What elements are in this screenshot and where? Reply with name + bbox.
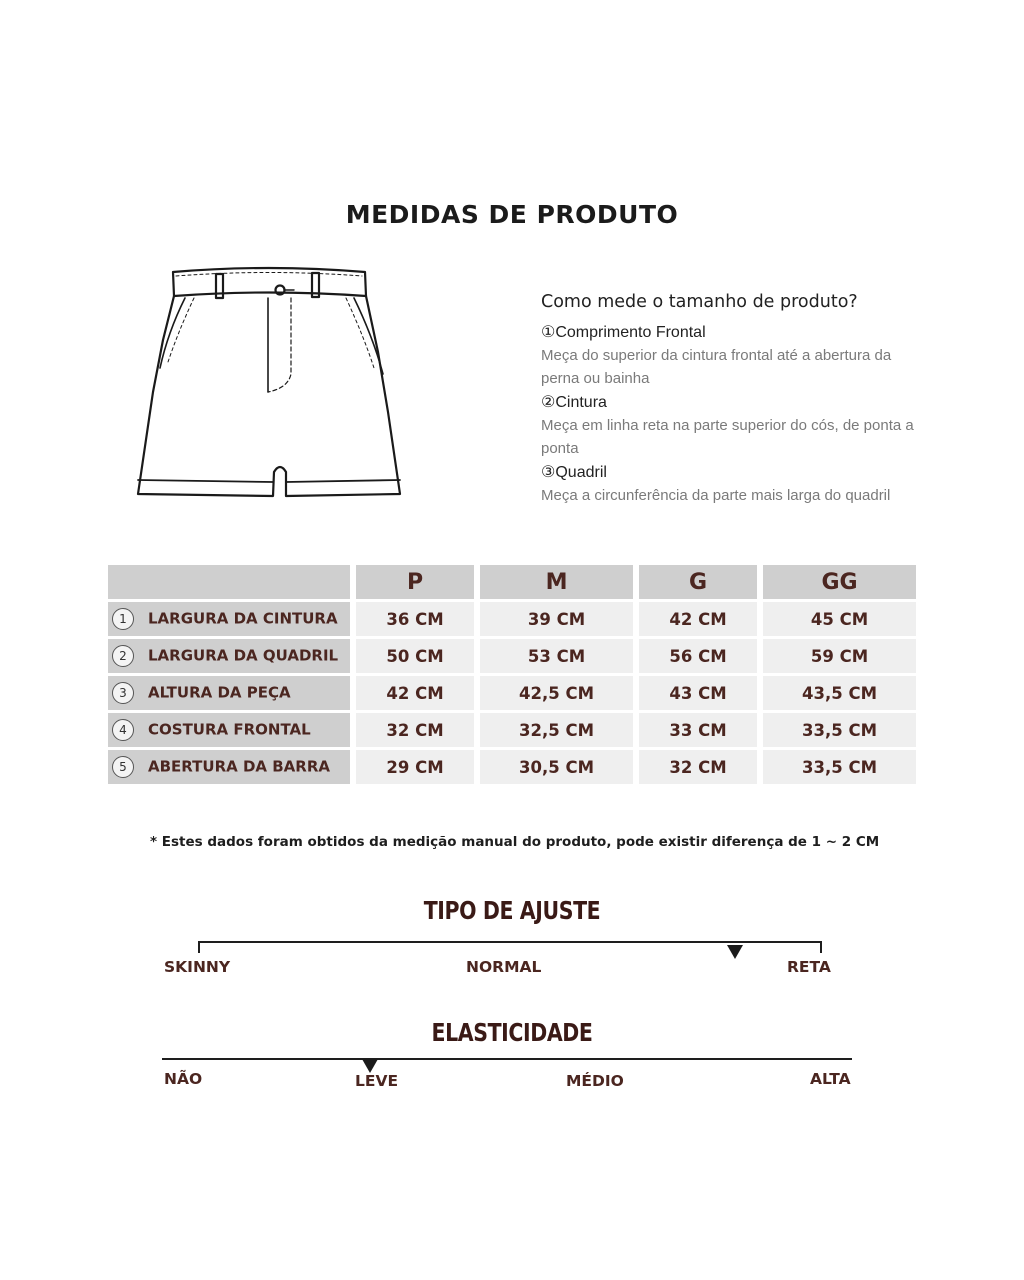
elasticity-label-alta: ALTA — [810, 1070, 851, 1088]
size-header-row — [108, 565, 916, 599]
table-cell: 39 CM — [474, 602, 633, 636]
guide-heading-front-length: ①Comprimento Frontal — [541, 324, 706, 341]
row-label — [108, 713, 350, 747]
guide-description-hip: Meça a circunferência da parte mais larga do quadril — [541, 487, 891, 504]
table-cell: 32 CM — [350, 713, 474, 747]
row-label-text: LARGURA DA CINTURA — [148, 609, 338, 628]
row-number-badge: 2 — [112, 645, 134, 667]
guide-description-waist: Meça em linha reta na parte superior do cós, de ponta a ponta — [541, 417, 914, 457]
elasticity-scale-title: ELASTICIDADE — [431, 1018, 593, 1047]
table-cell: 59 CM — [757, 639, 916, 673]
size-header-m: M — [474, 565, 633, 599]
row-label — [108, 750, 350, 784]
table-cell: 43 CM — [633, 676, 757, 710]
table-cell: 33,5 CM — [757, 713, 916, 747]
table-row — [108, 713, 916, 747]
table-row — [108, 676, 916, 710]
elasticity-marker-icon — [362, 1059, 378, 1073]
row-label — [108, 639, 350, 673]
table-cell: 50 CM — [350, 639, 474, 673]
fit-scale-title: TIPO DE AJUSTE — [423, 896, 601, 925]
table-row — [108, 602, 916, 636]
fit-label-skinny: SKINNY — [164, 958, 231, 976]
elasticity-label-nao: NÃO — [164, 1070, 203, 1088]
table-cell: 45 CM — [757, 602, 916, 636]
row-label — [108, 676, 350, 710]
elasticity-label-medio: MÉDIO — [566, 1072, 624, 1090]
row-label-text: ALTURA DA PEÇA — [148, 683, 291, 702]
page-title: MEDIDAS DE PRODUTO — [345, 200, 679, 229]
guide-question: Como mede o tamanho de produto? — [541, 292, 858, 312]
table-row — [108, 750, 916, 784]
size-header-p: P — [350, 565, 474, 599]
table-cell: 29 CM — [350, 750, 474, 784]
table-cell: 30,5 CM — [474, 750, 633, 784]
table-cell: 43,5 CM — [757, 676, 916, 710]
table-row — [108, 639, 916, 673]
measurement-guide — [541, 292, 921, 509]
guide-description-front-length: Meça do superior da cintura frontal até a abertura da perna ou bainha — [541, 347, 892, 387]
row-number-badge: 4 — [112, 719, 134, 741]
fit-scale-marker-icon — [727, 945, 743, 959]
table-cell: 53 CM — [474, 639, 633, 673]
table-cell: 42 CM — [350, 676, 474, 710]
elasticity-scale-line — [162, 1058, 852, 1060]
table-cell: 42 CM — [633, 602, 757, 636]
row-number-badge: 3 — [112, 682, 134, 704]
row-label-text: ABERTURA DA BARRA — [148, 757, 330, 776]
shorts-illustration — [128, 262, 408, 512]
size-table — [108, 562, 916, 787]
fit-label-normal: NORMAL — [466, 958, 542, 976]
fit-label-reta: RETA — [787, 958, 831, 976]
table-cell: 56 CM — [633, 639, 757, 673]
row-label-text: LARGURA DA QUADRIL — [148, 646, 339, 665]
header-blank-cell — [108, 565, 350, 599]
table-cell: 32 CM — [633, 750, 757, 784]
size-header-g: G — [633, 565, 757, 599]
elasticity-label-leve: LEVE — [355, 1072, 399, 1090]
row-label — [108, 602, 350, 636]
guide-heading-hip: ③Quadril — [541, 464, 607, 481]
measurement-note: * Estes dados foram obtidos da medição manual do produto, pode existir diferença de 1 ~ 2 CM — [150, 834, 880, 850]
table-cell: 33 CM — [633, 713, 757, 747]
table-cell: 42,5 CM — [474, 676, 633, 710]
guide-heading-waist: ②Cintura — [541, 394, 607, 411]
row-number-badge: 1 — [112, 608, 134, 630]
row-number-badge: 5 — [112, 756, 134, 778]
row-label-text: COSTURA FRONTAL — [148, 720, 311, 739]
fit-scale-tick-right — [820, 941, 822, 953]
table-cell: 32,5 CM — [474, 713, 633, 747]
table-cell: 33,5 CM — [757, 750, 916, 784]
fit-scale-tick-left — [198, 941, 200, 953]
size-header-gg: GG — [757, 565, 916, 599]
table-cell: 36 CM — [350, 602, 474, 636]
fit-scale-line — [198, 941, 822, 943]
